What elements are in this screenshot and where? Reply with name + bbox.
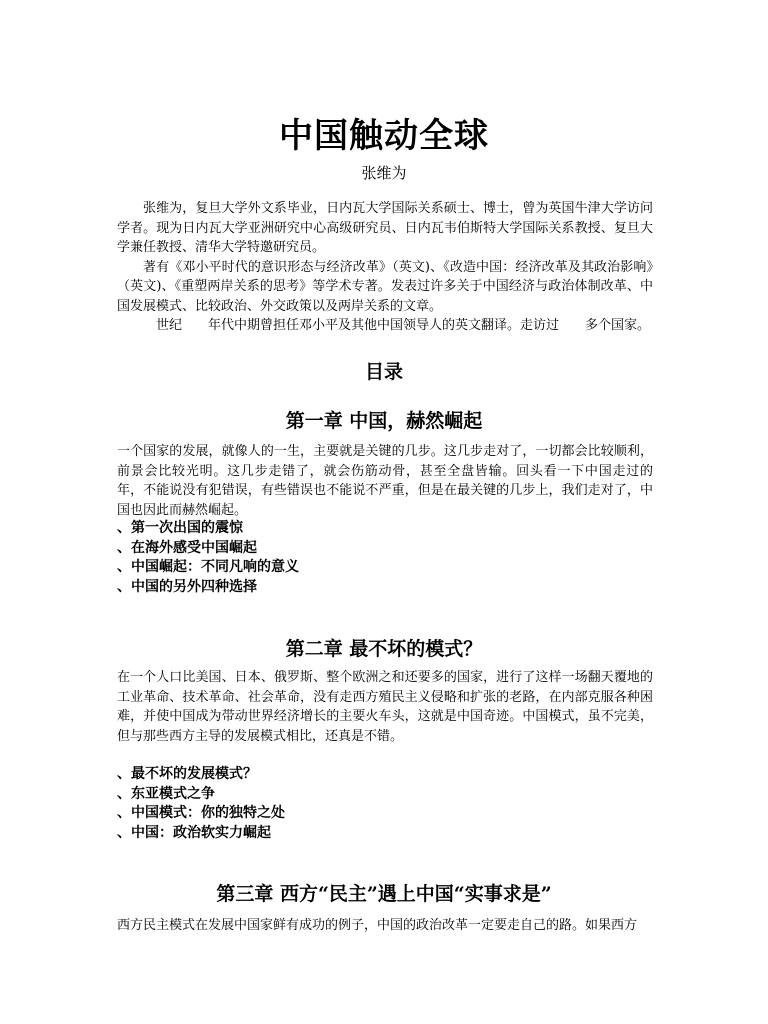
section-item: 、东亚模式之争: [117, 785, 215, 802]
bio-paragraph: 世纪 年代中期曾担任邓小平及其他中国领导人的英文翻译。走访过 多个国家。: [156, 318, 651, 333]
chapter-1-summary: [117, 442, 680, 520]
chapter-3-title: 第三章 西方“民主”遇上中国“实事求是”: [216, 883, 552, 905]
bio-paragraph: 张维为，复旦大学外文系毕业，日内瓦大学国际关系硕士、博士，曾为英国牛津大学访问学者。现为日内瓦大学亚洲研究中心高级研究员、日内瓦韦伯斯特大学国际关系教授、复旦大学兼任教授、清华大学特邀研究员。: [117, 201, 653, 255]
author-bio: [117, 199, 653, 336]
document-title: 中国触动全球: [279, 116, 489, 156]
section-item: 、在海外感受中国崛起: [117, 539, 257, 556]
section-item: 、第一次出国的震惊: [117, 520, 243, 536]
chapter-3-summary: [117, 916, 653, 936]
section-item: 、最不坏的发展模式？: [117, 766, 257, 782]
chapter-1-title: 第一章 中国，赫然崛起: [285, 410, 483, 432]
section-item: 、中国崛起：不同凡响的意义: [117, 559, 299, 575]
chapter-2-title: 第二章 最不坏的模式？: [285, 638, 483, 660]
section-item: 、中国模式：你的独特之处: [117, 805, 285, 821]
section-item: 、中国：政治软实力崛起: [117, 824, 271, 841]
section-item: 、中国的另外四种选择: [117, 578, 257, 595]
bio-paragraph: 著有《邓小平时代的意识形态与经济改革》（英文)、《改造中国：经济改革及其政治影响》（英文)、《重塑两岸关系的思考》等学术专著。发表过许多关于中国经济与政治体制改革、中国发展模式、比较政治、外交政策以及两岸关系的文章。: [117, 259, 653, 314]
chapter-2-summary: [117, 668, 653, 746]
author-name: 张维为: [361, 164, 407, 182]
chapter-1-sections: [117, 519, 657, 597]
chapter-2-sections: [117, 765, 657, 843]
chapter-summary-text: 一个国家的发展，就像人的一生，主要就是关键的几步。这几步走对了，一切都会比较顺利，前景会比较光明。这几步走错了，就会伤筋动骨，甚至全盘皆输。回头看一下中国走过的 年，不能说没有犯错误，有些错误也不能说不严重，但是在最关键的几步上，我们走对了，中国也因此而赫然崛起。: [117, 444, 680, 518]
toc-heading: 目录: [364, 361, 403, 383]
chapter-summary-text: 在一个人口比美国、日本、俄罗斯、整个欧洲之和还要多的国家，进行了这样一场翻天覆地的工业革命、技术革命、社会革命，没有走西方殖民主义侵略和扩张的老路，在内部克服各种困难，并使中国成为带动世界经济增长的主要火车头，这就是中国奇迹。中国模式，虽不完美，但与那些西方主导的发展模式相比，还真是不错。: [117, 670, 653, 744]
chapter-summary-text: 西方民主模式在发展中国家鲜有成功的例子，中国的政治改革一定要走自己的路。如果西方: [117, 918, 638, 933]
